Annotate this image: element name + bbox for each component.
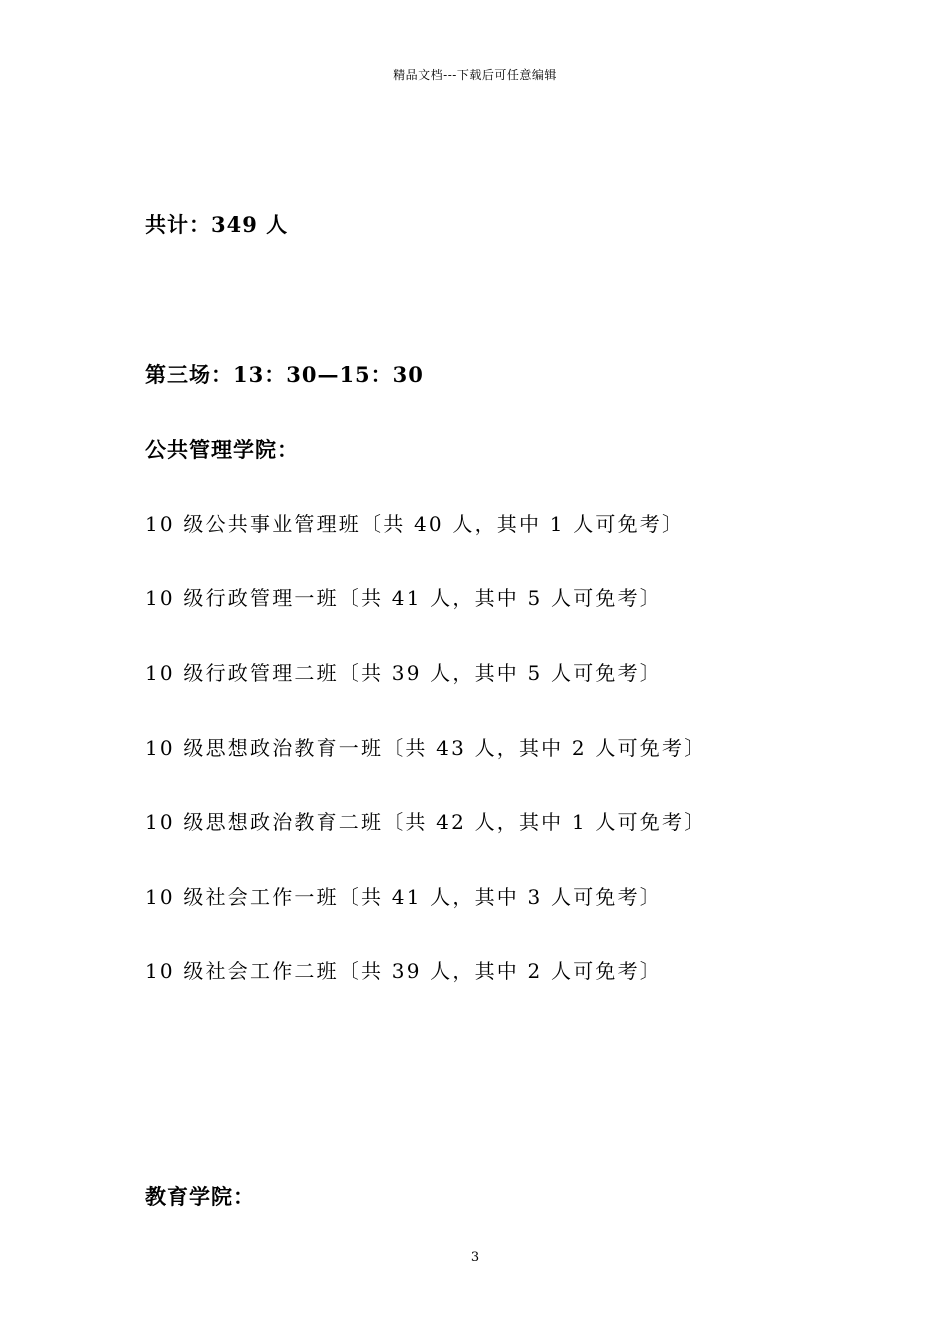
page-header: 精品文档---下载后可任意编辑 [393,68,557,82]
total-count: 共计：349 人 [145,212,289,237]
class-line: 10 级行政管理一班〔共 41 人，其中 5 人可免考〕 [145,586,663,610]
class-line: 10 级社会工作一班〔共 41 人，其中 3 人可免考〕 [145,885,663,909]
class-line: 10 级社会工作二班〔共 39 人，其中 2 人可免考〕 [145,959,663,983]
college-education-title: 教育学院： [145,1184,255,1209]
class-line: 10 级行政管理二班〔共 39 人，其中 5 人可免考〕 [145,661,663,685]
page-number: 3 [470,1250,480,1265]
session-title: 第三场：13：30—15：30 [145,362,424,387]
college-public-title: 公共管理学院： [145,437,299,462]
class-line: 10 级思想政治教育二班〔共 42 人，其中 1 人可免考〕 [145,810,707,834]
class-line: 10 级思想政治教育一班〔共 43 人，其中 2 人可免考〕 [145,736,707,760]
class-line: 10 级公共事业管理班〔共 40 人，其中 1 人可免考〕 [145,512,685,536]
